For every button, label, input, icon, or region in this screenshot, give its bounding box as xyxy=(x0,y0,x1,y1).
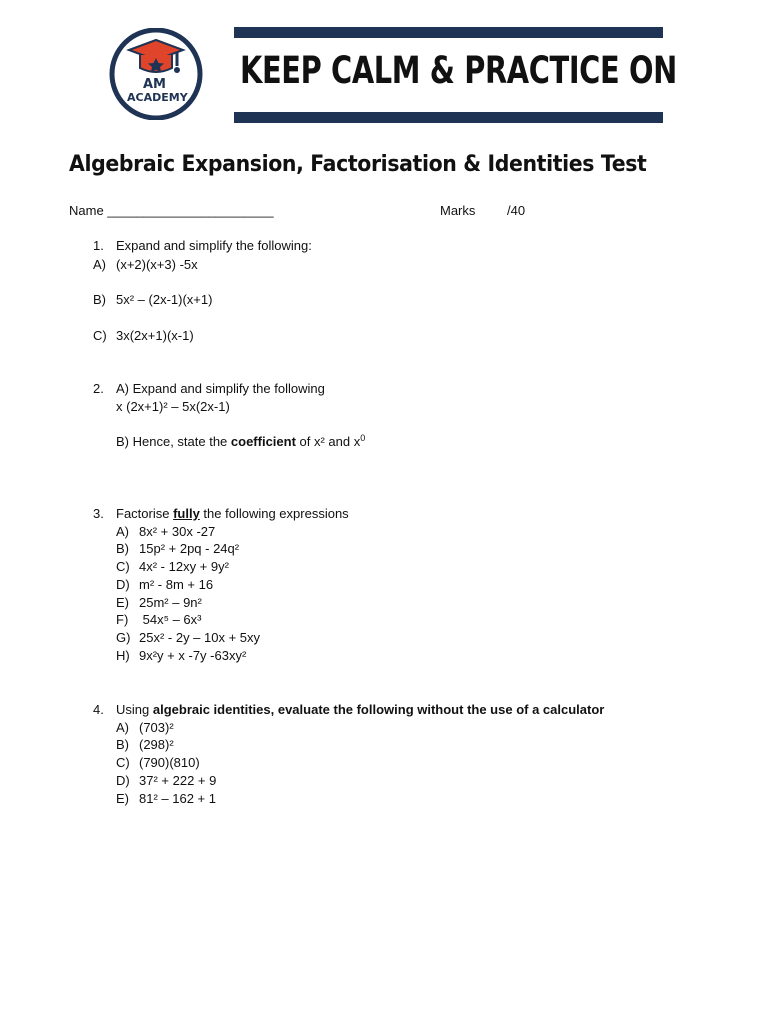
q3-prompt-fully: fully xyxy=(173,506,200,521)
q3-part-label: H) xyxy=(116,648,130,663)
question-3-number: 3. xyxy=(93,506,104,521)
question-1-number: 1. xyxy=(93,238,104,253)
q4-part-label: D) xyxy=(116,773,130,788)
q3-part-text: 4x² - 12xy + 9y² xyxy=(139,559,229,574)
q3-prompt-pre: Factorise xyxy=(116,506,174,521)
am-academy-logo xyxy=(107,28,205,120)
question-4-prompt xyxy=(116,702,604,718)
q2b-superscript: 0 xyxy=(360,433,366,443)
q3-prompt-post: the following expressions xyxy=(199,506,349,521)
q1-part-label: A) xyxy=(93,257,106,272)
question-2-part-b xyxy=(116,434,365,450)
q4-prompt-pre: Using xyxy=(116,702,153,717)
q3-part-label: E) xyxy=(116,595,129,610)
q2b-coefficient: coefficient xyxy=(230,434,296,449)
q3-part-text: 9x²y + x -7y -63xy² xyxy=(139,648,247,663)
q4-part-text: 81² – 162 + 1 xyxy=(139,791,216,806)
logo-text-academy: ACADEMY xyxy=(127,91,188,104)
q3-part-label: D) xyxy=(116,577,130,592)
marks-total: /40 xyxy=(507,203,526,218)
q4-part-label: A) xyxy=(116,720,129,735)
q4-prompt-bold: algebraic identities, evaluate the following without the use of a calculator xyxy=(152,702,605,717)
q3-part-label: C) xyxy=(116,559,130,574)
q3-part-text: 8x² + 30x -27 xyxy=(139,524,216,539)
name-row xyxy=(69,203,274,219)
q3-part-text: m² - 8m + 16 xyxy=(139,577,214,592)
q3-part-label: F) xyxy=(116,612,129,627)
question-2-number: 2. xyxy=(93,381,104,396)
marks-label: Marks xyxy=(440,203,476,218)
q1-part-text: 3x(2x+1)(x-1) xyxy=(116,328,194,343)
q4-part-label: C) xyxy=(116,755,130,770)
banner-text: KEEP CALM & PRACTICE ON xyxy=(240,49,677,92)
q3-part-text: 15p² + 2pq - 24q² xyxy=(139,541,240,556)
q2b-text-pre: B) Hence, state the xyxy=(116,434,231,449)
banner-top-bar xyxy=(234,27,663,38)
name-blank: _______________________ xyxy=(107,203,274,218)
q4-part-text: 37² + 222 + 9 xyxy=(139,773,217,788)
q3-part-label: G) xyxy=(116,630,131,645)
q1-part-label: C) xyxy=(93,328,107,343)
q3-part-label: B) xyxy=(116,541,129,556)
q1-part-label: B) xyxy=(93,292,106,307)
q1-part-text: (x+2)(x+3) -5x xyxy=(116,257,198,272)
q4-part-label: B) xyxy=(116,737,129,752)
question-1-prompt: Expand and simplify the following: xyxy=(116,238,312,253)
q3-part-label: A) xyxy=(116,524,129,539)
q3-part-text: 25m² – 9n² xyxy=(139,595,202,610)
logo-text-am: AM xyxy=(143,77,166,92)
q4-part-text: (790)(810) xyxy=(139,755,200,770)
q3-part-text: 54x⁵ – 6x³ xyxy=(139,612,202,627)
q3-part-text: 25x² - 2y – 10x + 5xy xyxy=(139,630,261,645)
q1-part-text: 5x² – (2x-1)(x+1) xyxy=(116,292,213,307)
name-label: Name xyxy=(69,203,104,218)
banner-bottom-bar xyxy=(234,112,663,123)
q4-part-label: E) xyxy=(116,791,129,806)
header-banner xyxy=(234,27,677,123)
question-2-prompt: A) Expand and simplify the following xyxy=(116,381,325,396)
question-2-expression: x (2x+1)² – 5x(2x-1) xyxy=(116,399,230,414)
q4-part-text: (298)² xyxy=(139,737,174,752)
page-title: Algebraic Expansion, Factorisation & Identities Test xyxy=(69,152,647,177)
q4-part-text: (703)² xyxy=(139,720,174,735)
q2b-text-mid: of x² and x xyxy=(295,434,361,449)
question-3-prompt xyxy=(116,506,349,522)
question-4-number: 4. xyxy=(93,702,104,717)
